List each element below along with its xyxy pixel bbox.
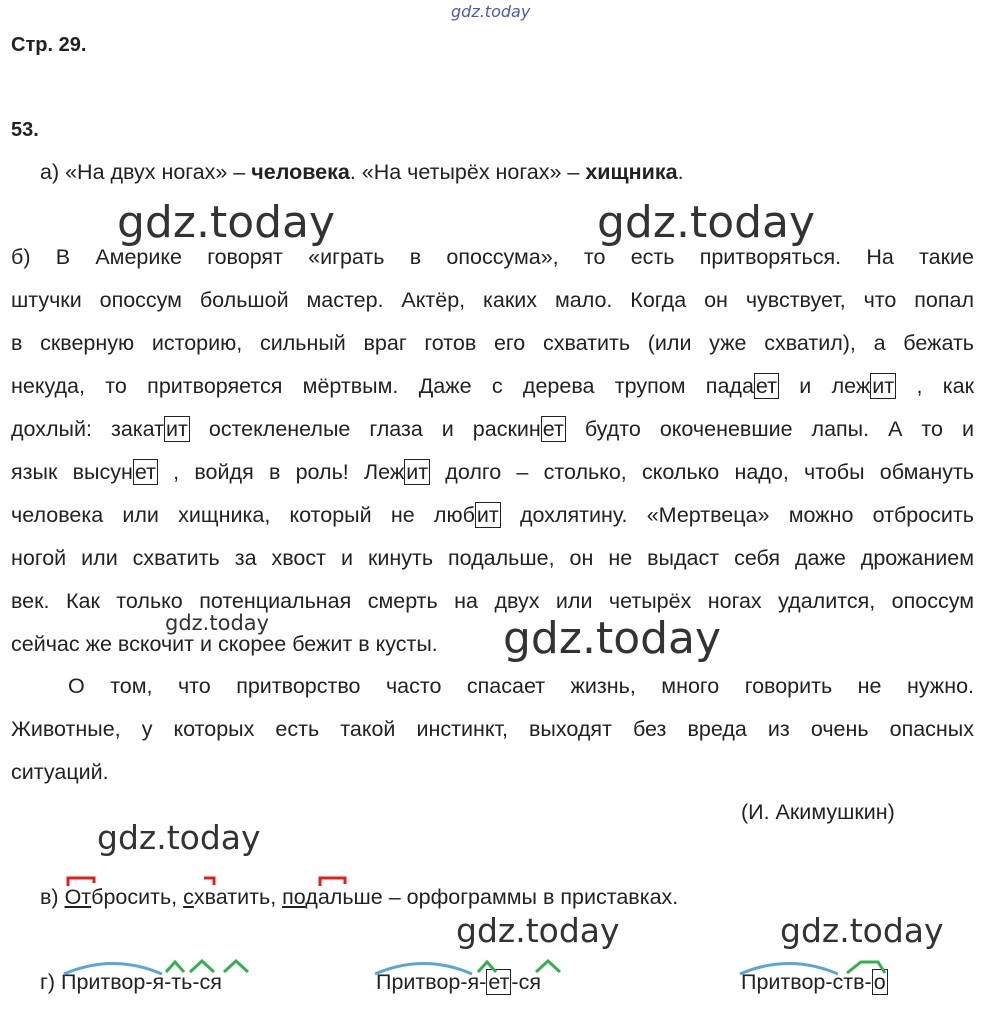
part-a-prefix: а) «На двух ногах» –: [40, 160, 252, 184]
line-text: остекленелые глаза и раскин: [189, 417, 541, 441]
ending-box: ит: [406, 460, 429, 484]
prefix-underlined: От: [64, 885, 92, 909]
line-text: человека или хищника, который не люб: [11, 503, 475, 527]
suffix-mark-icon: [847, 962, 885, 973]
watermark-mid: gdz.today: [780, 911, 944, 950]
part-a: [40, 160, 684, 185]
root-arc-icon: [64, 964, 162, 975]
text-line: Животные, у которых есть такой инстинкт, выходят без вреда из очень опасных: [11, 717, 974, 741]
part-v-prefix: в): [40, 885, 65, 909]
line-text: язык высун: [11, 460, 133, 484]
word-rest: хватить,: [193, 885, 283, 909]
text-line: [11, 451, 974, 494]
part-g-prefix: г): [40, 970, 61, 994]
text-line: [11, 365, 974, 408]
prefix-marks: [0, 870, 400, 890]
text-line: век. Как только потенциальная смерть на двух или четырёх ногах удалится, опоссум: [11, 589, 974, 613]
text-line: сейчас же вскочит и скорее бежит в кусты.: [11, 632, 438, 656]
ending-box: о: [873, 970, 886, 994]
line-text: , войдя в роль! Леж: [157, 460, 405, 484]
watermark-big: gdz.today: [503, 613, 722, 664]
prefix-underlined: по: [282, 885, 306, 909]
text-line: [11, 408, 974, 451]
part-a-end: .: [677, 160, 684, 184]
text-line: [11, 494, 974, 537]
line-text: долго – столько, сколько надо, чтобы обмануть: [430, 460, 974, 484]
part-a-answer1: человека: [251, 160, 350, 184]
ending-box: ит: [166, 417, 188, 441]
watermark-mid: gdz.today: [456, 911, 620, 950]
page-label: Стр. 29.: [11, 34, 87, 56]
part-a-answer2: хищника: [585, 160, 678, 184]
text-line: ситуаций.: [11, 760, 109, 784]
word-rest: бросить,: [91, 885, 184, 909]
prefix-mark-icon: [320, 878, 345, 886]
ending-box: ит: [872, 374, 895, 398]
prefix-underlined: с: [183, 885, 194, 909]
root-arc-icon: [740, 964, 838, 975]
morpheme-word: Притвор-я-ть-ся: [60, 970, 222, 994]
morpheme-word: Притвор-ств-: [741, 970, 872, 994]
line-text: и леж: [779, 374, 871, 398]
line-text: будто окоченевшие лапы. А то и: [565, 417, 974, 441]
ending-box: ет: [134, 460, 156, 484]
part-a-middle: . «На четырёх ногах» –: [349, 160, 586, 184]
morpheme-word: -ся: [511, 970, 541, 994]
ending-box: ет: [488, 970, 510, 994]
word-rest: дальше – орфограммы в приставках.: [305, 885, 679, 909]
root-arc-icon: [375, 964, 472, 975]
ending-box: ит: [476, 503, 499, 527]
ending-box: ет: [542, 417, 564, 441]
suffix-mark-icon: [224, 961, 248, 972]
suffix-mark-icon: [478, 962, 496, 972]
suffix-mark-icon: [166, 962, 184, 972]
prefix-mark-icon: [68, 878, 94, 886]
line-text: некуда, то притворяется мёртвым. Даже с дерева трупом пада: [11, 374, 754, 398]
ending-box: ет: [755, 374, 777, 398]
watermark-top: gdz.today: [451, 2, 531, 21]
text-line: штучки опоссум большой мастер. Актёр, каких мало. Когда он чувствует, что попал: [11, 288, 974, 312]
watermark-small: gdz.today: [165, 611, 270, 635]
suffix-mark-icon: [536, 961, 560, 972]
watermark-mid: gdz.today: [97, 818, 261, 857]
watermark-big: gdz.today: [117, 197, 336, 248]
watermark-big: gdz.today: [597, 197, 816, 248]
prefix-mark-icon: [204, 878, 214, 885]
morpheme-marks: [0, 950, 984, 980]
line-text: , как: [896, 374, 974, 398]
line-text: дохлятину. «Мертвеца» можно отбросить: [500, 503, 974, 527]
text-line: ногой или схватить за хвост и кинуть подальше, он не выдаст себя даже дрожанием: [11, 546, 974, 570]
line-text: дохлый: закат: [11, 417, 165, 441]
suffix-mark-icon: [190, 961, 214, 972]
text-line: в скверную историю, сильный враг готов его схватить (или уже схватил), а бежать: [11, 331, 974, 355]
text-line: О том, что притворство часто спасает жизнь, много говорить не нужно.: [68, 674, 974, 698]
author: (И. Акимушкин): [741, 800, 895, 824]
exercise-number: 53.: [11, 119, 39, 141]
text-line: б) В Америке говорят «играть в опоссума», то есть притворяться. На такие: [11, 245, 974, 269]
morpheme-word: Притвор-я-: [376, 970, 487, 994]
